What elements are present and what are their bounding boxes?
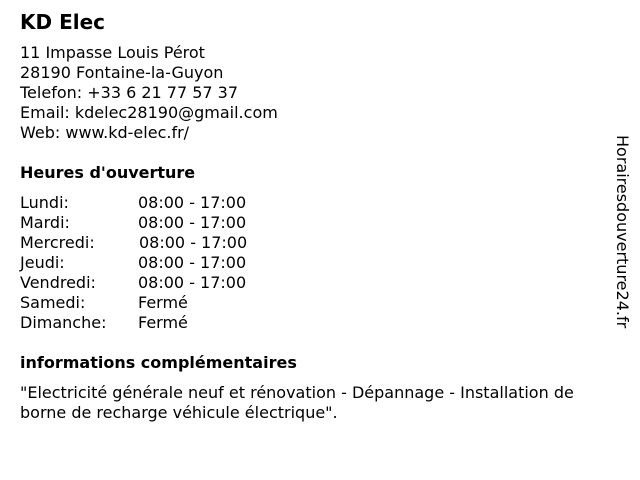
day-label: Dimanche: [20, 313, 107, 332]
day-hours: 08:00 - 17:00 [138, 193, 247, 212]
day-label: Lundi: [20, 193, 69, 212]
hours-row-thursday [20, 253, 340, 273]
hours-row-sunday [20, 313, 340, 333]
hours-row-monday [20, 193, 340, 213]
city-address: 28190 Fontaine-la-Guyon [20, 63, 224, 82]
contact-details [20, 43, 278, 143]
opening-hours-heading: Heures d'ouverture [20, 163, 196, 182]
site-watermark: Horairesdouverture24.fr [613, 135, 632, 329]
day-hours: 08:00 - 17:00 [138, 253, 247, 272]
hours-row-friday [20, 273, 340, 293]
opening-hours-table [20, 193, 340, 333]
day-hours: 08:00 - 17:00 [139, 233, 248, 252]
hours-row-saturday [20, 293, 340, 313]
street-address: 11 Impasse Louis Pérot [20, 43, 205, 62]
day-label: Vendredi: [20, 273, 96, 292]
business-name: KD Elec [20, 10, 105, 34]
day-hours: 08:00 - 17:00 [138, 273, 247, 292]
additional-info-text: "Electricité générale neuf et rénovation - Dépannage - Installation de borne de recharge véhicule électrique". [20, 383, 574, 422]
additional-info-heading: informations complémentaires [20, 353, 297, 372]
hours-row-wednesday [20, 233, 340, 253]
day-hours: 08:00 - 17:00 [138, 213, 247, 232]
day-hours: Fermé [138, 313, 188, 332]
email-address: Email: kdelec28190@gmail.com [20, 103, 278, 122]
day-label: Mardi: [20, 213, 70, 232]
day-hours: Fermé [138, 293, 188, 312]
day-label: Jeudi: [20, 253, 65, 272]
website: Web: www.kd-elec.fr/ [20, 123, 190, 142]
day-label: Mercredi: [20, 233, 95, 252]
hours-row-tuesday [20, 213, 340, 233]
day-label: Samedi: [20, 293, 86, 312]
phone-number: Telefon: +33 6 21 77 57 37 [20, 83, 239, 102]
